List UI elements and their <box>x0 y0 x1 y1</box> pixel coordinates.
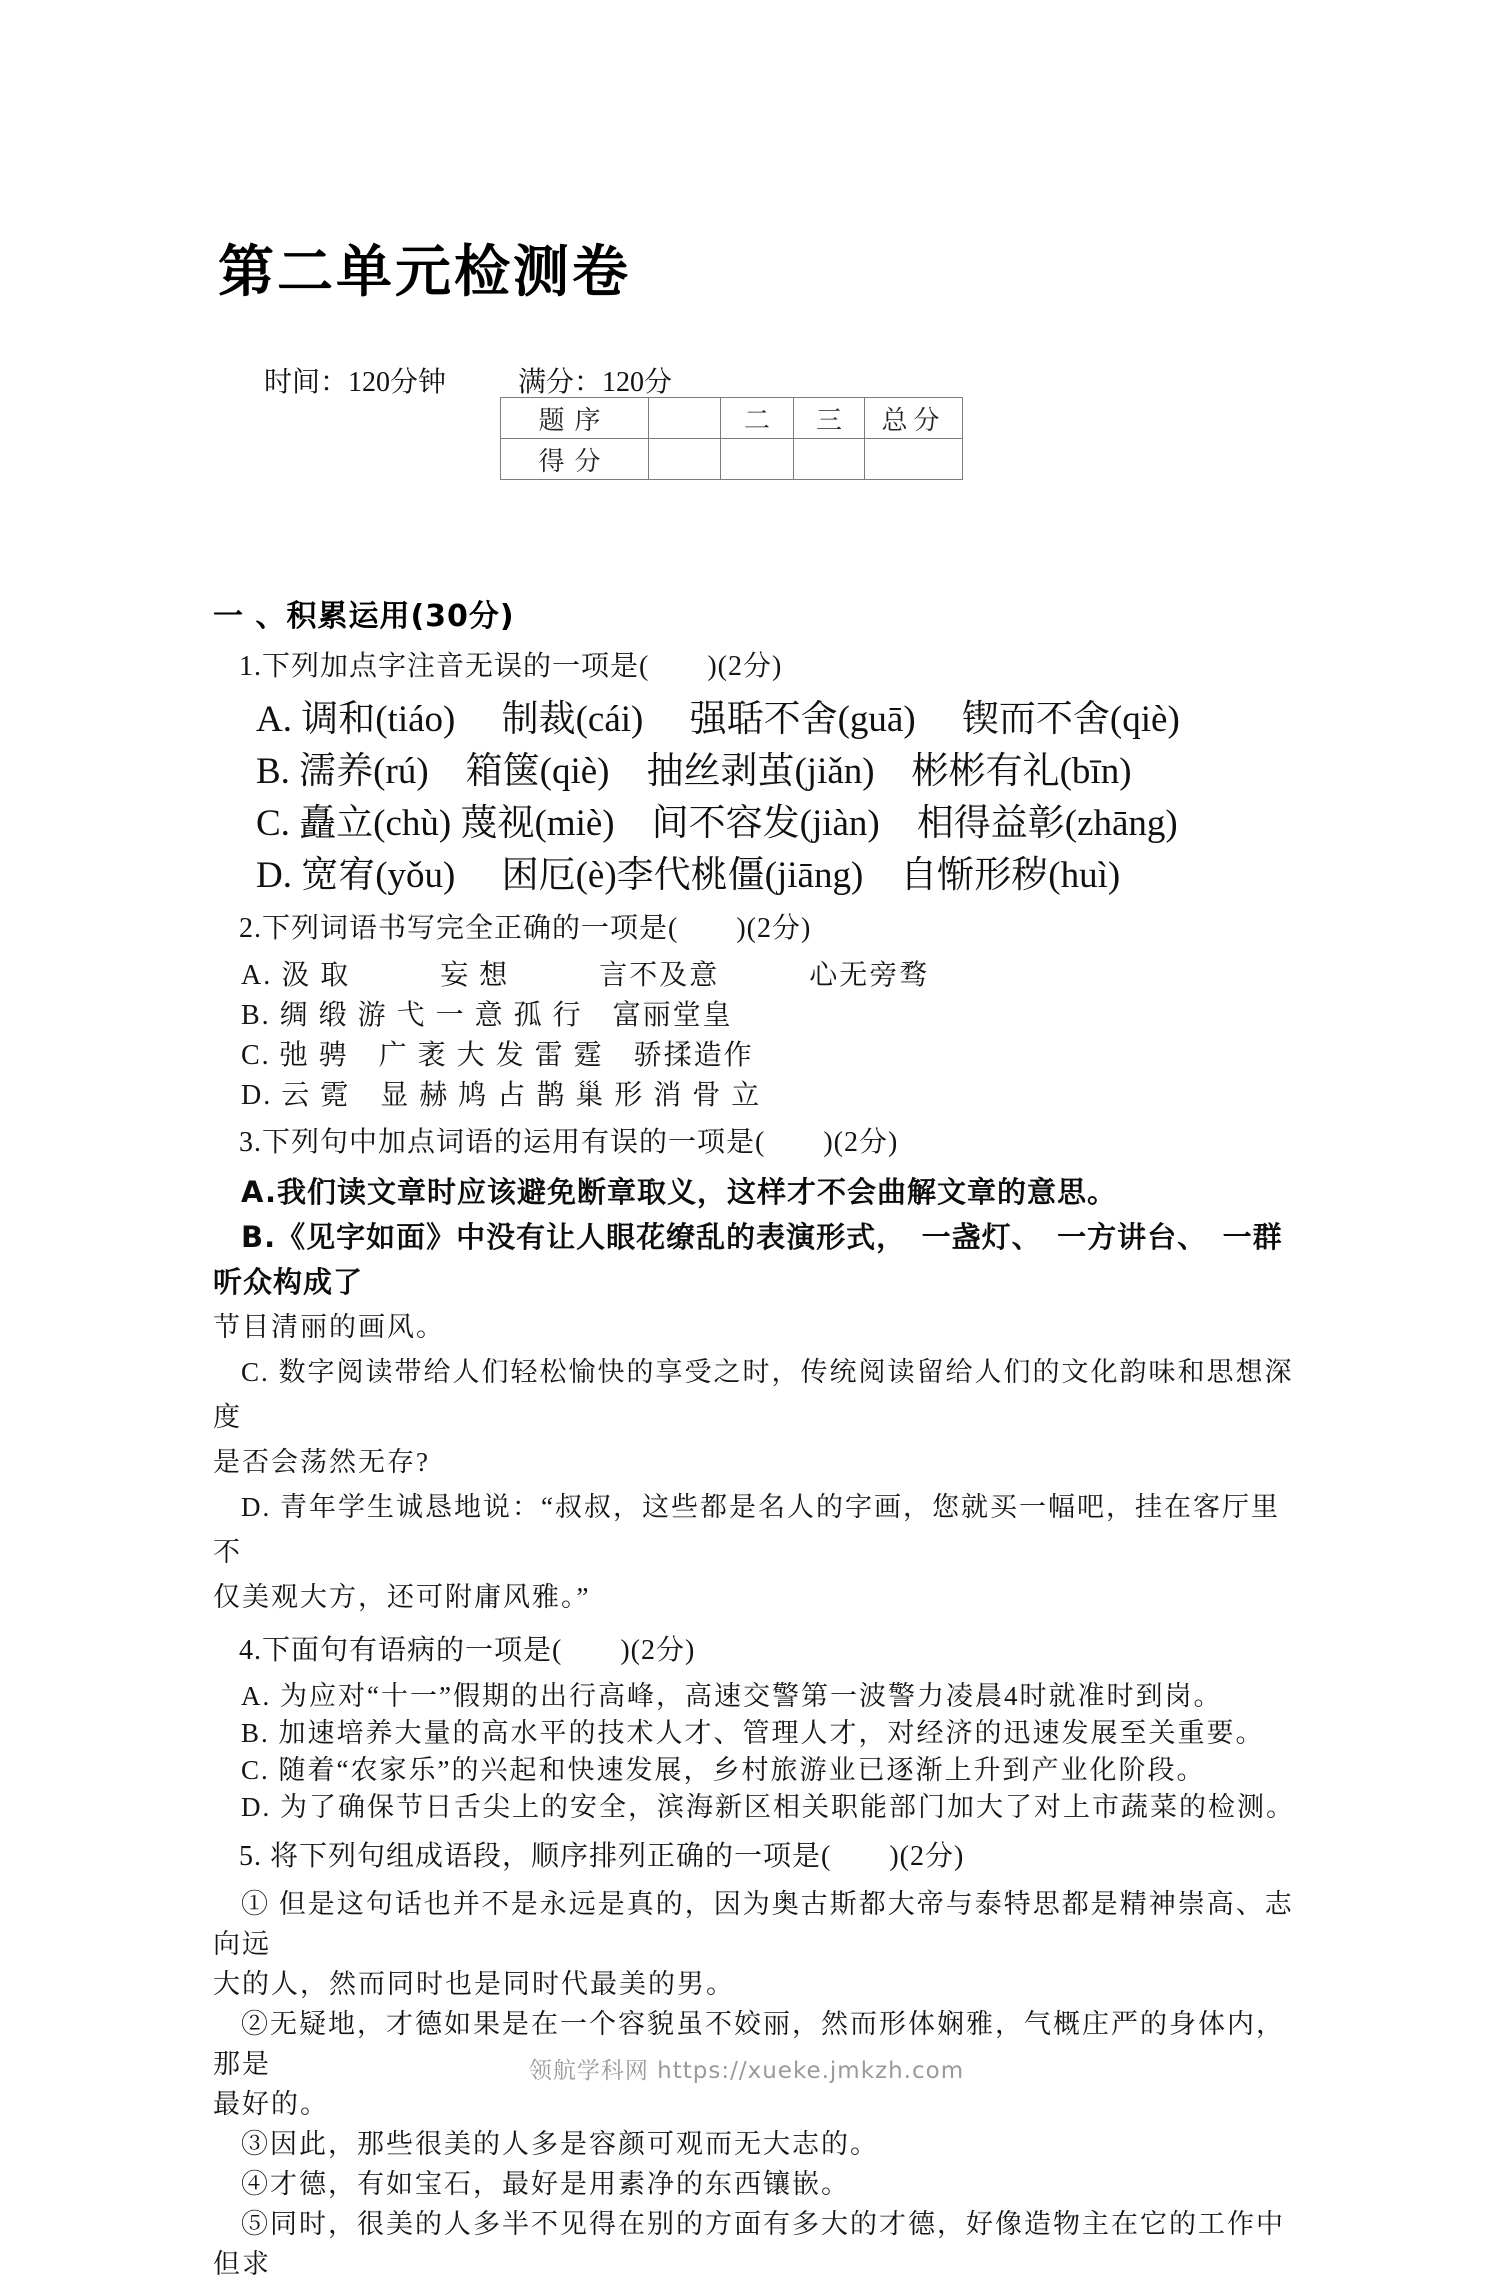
question-3-option-c: C. 数字阅读带给人们轻松愉快的享受之时，传统阅读留给人们的文化韵味和思想深度 <box>213 1357 1294 1432</box>
question-1-stem: 1.下列加点字注音无误的一项是( )(2分) <box>239 651 783 682</box>
question-3-stem: 3.下列句中加点词语的运用有误的一项是( )(2分) <box>239 1127 899 1158</box>
question-2-option-b: B. 绸 缎 游 弋 一 意 孤 行 富丽堂皇 <box>241 1000 733 1031</box>
question-5-sentence-1-cont: 大的人，然而同时也是同时代最美的男。 <box>213 1969 735 1999</box>
watermark-site-link: 领航学科网 https://xueke.jmkzh.com <box>528 2058 965 2084</box>
page-title: 第二单元检测卷 <box>218 242 631 304</box>
score-table-cell: 二 <box>721 398 794 439</box>
question-4-option-d: D. 为了确保节日舌尖上的安全，滨海新区相关职能部门加大了对上市蔬菜的检测。 <box>241 1792 1295 1822</box>
table-row <box>501 439 963 480</box>
exam-body <box>213 600 1295 2284</box>
question-3-option-a: A.我们读文章时应该避免断章取义，这样才不会曲解文章的意思。 <box>241 1175 1117 1209</box>
question-2-option-c: C. 弛 骋 广 袤 大 发 雷 霆 骄揉造作 <box>241 1040 754 1071</box>
score-table <box>500 397 963 480</box>
time-limit-label: 时间：120分钟 <box>264 367 447 398</box>
question-4-option-b: B. 加速培养大量的高水平的技术人才、管理人才，对经济的迅速发展至关重要。 <box>241 1718 1265 1748</box>
question-1-option-d: D. 宽宥(yǒu) 困厄(è)李代桃僵(jiāng) 自惭形秽(huì) <box>256 855 1121 896</box>
question-1-option-b: B. 濡养(rú) 箱箧(qiè) 抽丝剥茧(jiǎn) 彬彬有礼(bīn) <box>256 751 1132 792</box>
table-row <box>501 398 963 439</box>
section-1-heading: 一 、积累运用(30分) <box>213 599 515 634</box>
question-2-stem: 2.下列词语书写完全正确的一项是( )(2分) <box>239 913 812 944</box>
question-3-option-d: D. 青年学生诚恳地说：“叔叔，这些都是名人的字画，您就买一幅吧，挂在客厅里不 <box>213 1492 1280 1567</box>
score-table-cell: 得分 <box>501 439 649 480</box>
question-4-stem: 4.下面句有语病的一项是( )(2分) <box>239 1635 696 1666</box>
question-5-sentence-1: ① 但是这句话也并不是永远是真的，因为奥古斯都大帝与泰特思都是精神崇高、志向远 <box>213 1889 1294 1959</box>
score-table-cell <box>794 439 865 480</box>
question-4-option-a: A. 为应对“十一”假期的出行高峰，高速交警第一波警力凌晨4时就准时到岗。 <box>241 1681 1223 1711</box>
question-5-sentence-3: ③因此，那些很美的人多是容颜可观而无大志的。 <box>241 2129 879 2159</box>
score-table-cell <box>865 439 963 480</box>
question-2-option-d: D. 云 霓 显 赫 鸠 占 鹊 巢 形 消 骨 立 <box>241 1080 762 1111</box>
question-5-stem: 5. 将下列句组成语段，顺序排列正确的一项是( )(2分) <box>239 1841 965 1872</box>
question-4 <box>213 1632 1295 1826</box>
question-5-sentence-5: ⑤同时，很美的人多半不见得在别的方面有多大的才德，好像造物主在它的工作中但求 <box>213 2209 1285 2279</box>
question-3-option-b: B.《见字如面》中没有让人眼花缭乱的表演形式， 一盏灯、 一方讲台、 一群听众构成了 <box>213 1220 1283 1299</box>
question-3-option-b-cont: 节目清丽的画风。 <box>213 1312 445 1342</box>
score-table-cell: 题序 <box>501 398 649 439</box>
question-1-option-c: C. 矗立(chù) 蔑视(miè) 间不容发(jiàn) 相得益彰(zhāng) <box>256 803 1178 844</box>
score-table-cell <box>649 398 721 439</box>
question-5-sentence-2: ②无疑地，才德如果是在一个容貌虽不姣丽，然而形体娴雅，气概庄严的身体内，那是 <box>213 2009 1285 2079</box>
full-score-label: 满分：120分 <box>518 367 673 398</box>
score-table-cell <box>649 439 721 480</box>
exam-meta <box>264 360 672 400</box>
question-5-sentence-4: ④才德，有如宝石，最好是用素净的东西镶嵌。 <box>241 2169 850 2199</box>
question-4-option-c: C. 随着“农家乐”的兴起和快速发展，乡村旅游业已逐渐上升到产业化阶段。 <box>241 1755 1206 1785</box>
score-table-cell <box>721 439 794 480</box>
question-1-option-a: A. 调和(tiáo) 制裁(cái) 强聒不舍(guā) 锲而不舍(qiè) <box>256 699 1180 740</box>
question-2-option-a: A. 汲 取 妄 想 言不及意 心无旁骛 <box>241 960 930 991</box>
score-table-cell: 三 <box>794 398 865 439</box>
question-5-sentence-2-cont: 最好的。 <box>213 2089 329 2119</box>
question-3-option-d-cont: 仅美观大方，还可附庸风雅。” <box>213 1582 591 1612</box>
score-table-cell: 总分 <box>865 398 963 439</box>
question-3-option-c-cont: 是否会荡然无存? <box>213 1447 430 1477</box>
